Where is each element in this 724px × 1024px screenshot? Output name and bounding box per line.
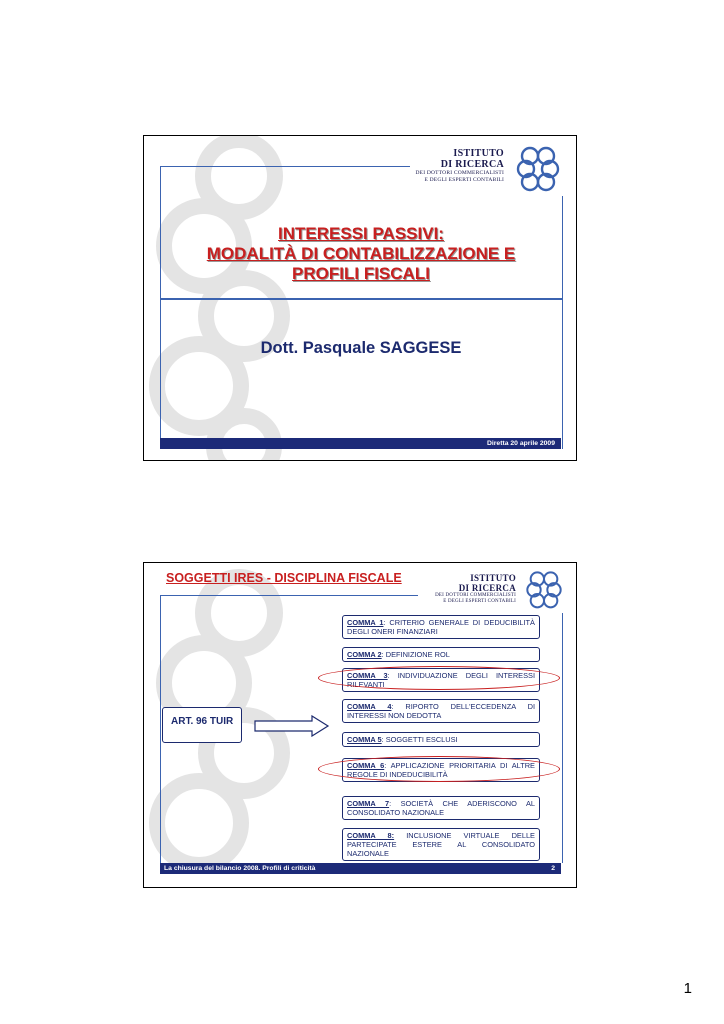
- comma-key: COMMA 7: [347, 799, 390, 808]
- logo-line-2: DI RICERCA: [458, 583, 516, 593]
- comma-text: : SOGGETTI ESCLUSI: [381, 735, 458, 744]
- title-line-3: PROFILI FISCALI: [292, 264, 430, 283]
- institute-logo-text: [415, 148, 504, 184]
- title-line-2: MODALITÀ DI CONTABILIZZAZIONE E: [206, 244, 516, 263]
- comma-text: : SOCIETÀ CHE ADERISCONO AL CONSOLIDATO NAZIONALE: [347, 799, 535, 817]
- title-line-1: INTERESSI PASSIVI:: [278, 224, 444, 243]
- institute-logo-text: [435, 573, 516, 605]
- comma-key: COMMA 1: [347, 618, 384, 627]
- left-rule: [160, 166, 161, 449]
- comma-text: : RIPORTO DELL'ECCEDENZA DI INTERESSI NON DEDOTTA: [347, 702, 535, 720]
- slide-title: SOGGETTI IRES - DISCIPLINA FISCALE: [166, 571, 402, 585]
- header-rule: [160, 166, 410, 167]
- footer-bar: [160, 863, 561, 874]
- art-label: ART. 96 TUIR: [171, 716, 234, 727]
- comma-box: [342, 828, 540, 861]
- footer-text: La chiusura del bilancio 2008. Profili di criticità: [164, 865, 316, 872]
- comma-key: COMMA 2: [347, 650, 382, 659]
- comma-text: : APPLICAZIONE PRIORITARIA DI ALTRE REGOLE DI INDEDUCIBILITÀ: [347, 761, 535, 779]
- right-rule: [562, 613, 563, 863]
- institute-logo-icon: [514, 142, 562, 194]
- logo-line-3: DEI DOTTORI COMMERCIALISTI: [435, 593, 516, 598]
- comma-box: [342, 615, 540, 639]
- comma-text: : DEFINIZIONE ROL: [381, 650, 450, 659]
- comma-key: COMMA 5: [347, 735, 382, 744]
- author-name: Dott. Pasquale SAGGESE: [260, 339, 462, 357]
- logo-line-1: ISTITUTO: [470, 573, 516, 583]
- comma-text: : CRITERIO GENERALE DI DEDUCIBILITÀ DEGLI ONERI FINANZIARI: [347, 618, 535, 636]
- right-rule: [562, 196, 563, 449]
- comma-box: [342, 647, 540, 662]
- highlight-oval-comma-6: [318, 756, 560, 782]
- logo-line-4: E DEGLI ESPERTI CONTABILI: [443, 599, 516, 604]
- footer-date: Diretta 20 aprile 2009: [486, 440, 555, 447]
- institute-logo-icon: [524, 567, 564, 611]
- logo-line-4: E DEGLI ESPERTI CONTABILI: [424, 177, 504, 183]
- comma-key: COMMA 8:: [347, 831, 395, 840]
- logo-line-1: ISTITUTO: [453, 148, 504, 159]
- highlight-oval-comma-3: [318, 666, 560, 690]
- logo-line-3: DEI DOTTORI COMMERCIALISTI: [415, 170, 504, 176]
- comma-box: [342, 732, 540, 747]
- title-divider: [160, 298, 563, 300]
- comma-key: COMMA 6: [347, 761, 385, 770]
- comma-box: [342, 796, 540, 820]
- header-rule: [160, 595, 418, 596]
- comma-key: COMMA 3: [347, 671, 388, 680]
- slide-2: [143, 562, 577, 888]
- comma-text: INCLUSIONE VIRTUALE DELLE PARTECIPATE ESTERE AL CONSOLIDATO NAZIONALE: [347, 831, 535, 858]
- slide-title: [162, 224, 560, 284]
- arrow-right-icon: [254, 715, 330, 737]
- page-number: 1: [683, 980, 692, 997]
- comma-box: [342, 699, 540, 723]
- logo-line-2: DI RICERCA: [440, 159, 504, 170]
- comma-key: COMMA 4: [347, 702, 392, 711]
- slide-number: 2: [551, 865, 555, 872]
- comma-text: : INDIVIDUAZIONE DEGLI INTERESSI RILEVANTI: [347, 671, 535, 689]
- slide-1: [143, 135, 577, 461]
- art-96-tuir-box: [162, 707, 242, 743]
- footer-bar: [160, 438, 561, 449]
- left-rule: [160, 595, 161, 863]
